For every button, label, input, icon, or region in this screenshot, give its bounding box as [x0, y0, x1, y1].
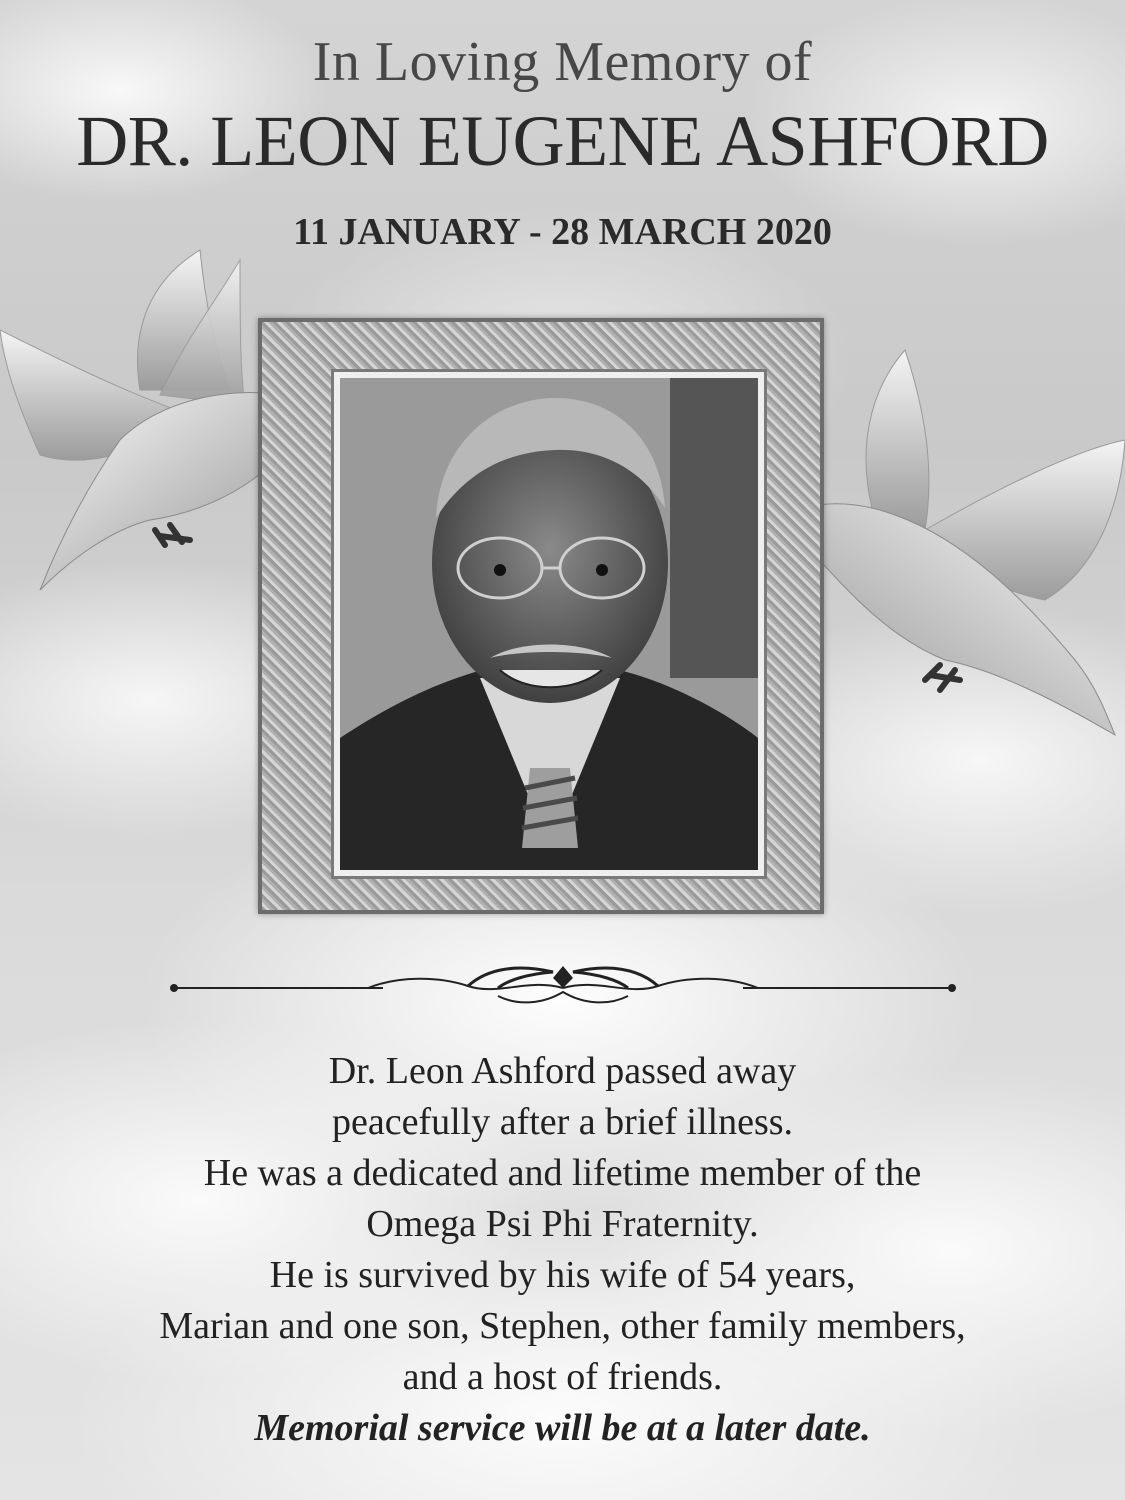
ornamental-divider [168, 958, 958, 1008]
portrait-icon [340, 378, 758, 870]
obituary-line: Dr. Leon Ashford passed away [328, 1050, 797, 1092]
life-dates: 11 JANUARY - 28 MARCH 2020 [293, 211, 832, 253]
deceased-name: DR. LEON EUGENE ASHFORD [76, 101, 1049, 181]
obituary-text [0, 1046, 1125, 1454]
obituary-line: He was a dedicated and lifetime member of the [203, 1152, 922, 1194]
obituary-line: Omega Psi Phi Fraternity. [366, 1203, 759, 1245]
obituary-line: Marian and one son, Stephen, other family members, [159, 1305, 966, 1347]
memorial-service-note: Memorial service will be at a later date. [254, 1407, 871, 1449]
pre-title: In Loving Memory of [312, 31, 813, 93]
obituary-line: peacefully after a brief illness. [331, 1101, 794, 1143]
ornate-frame [258, 318, 824, 914]
dove-icon [775, 340, 1125, 740]
portrait-photo [334, 372, 764, 876]
obituary-line: and a host of friends. [402, 1356, 723, 1398]
obituary-line: He is survived by his wife of 54 years, [269, 1254, 856, 1296]
